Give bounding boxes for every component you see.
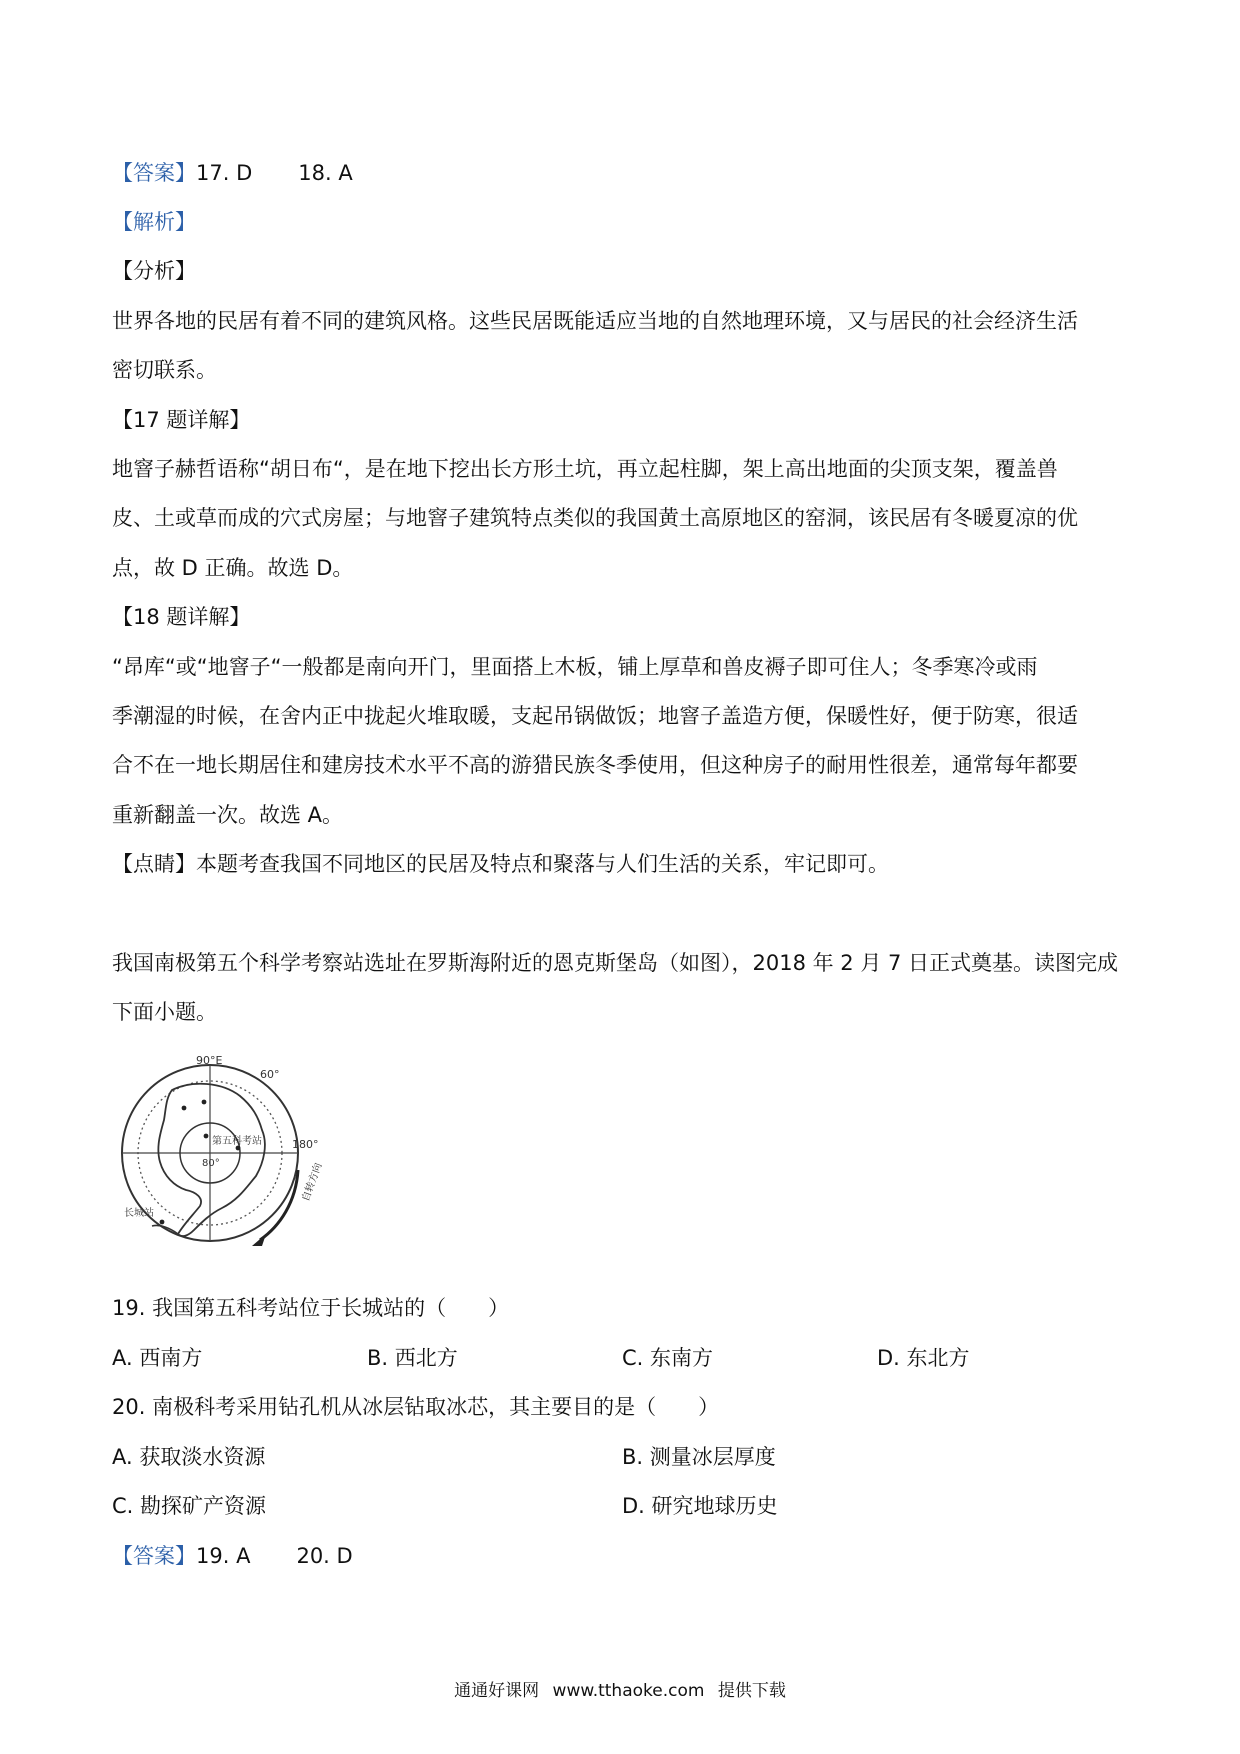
answer-line-19-20 [112,1542,1132,1570]
intro-line2: 下面小题。 [112,1000,217,1024]
label-80: 80° [202,1158,220,1169]
station-dot [204,1134,209,1139]
dianjing-line [112,850,1132,878]
q18-text-line4: 重新翻盖一次。故选 A。 [112,803,344,827]
fenxi-tag: 【分析】 [112,259,196,283]
q18-text-line3: 合不在一地长期居住和建房技术水平不高的游猎民族冬季使用，但这种房子的耐用性很差，通常每年都要 [112,753,1078,777]
q18-detail-tag: 【18 题详解】 [112,605,251,629]
answer-19: 19. A [196,1544,251,1568]
q20-option-b: B. 测量冰层厚度 [622,1445,776,1469]
intro-line1: 我国南极第五个科学考察站选址在罗斯海附近的恩克斯堡岛（如图），2018 年 2 月 7 日正式奠基。读图完成 [112,951,1119,975]
q19-option-b: B. 西北方 [367,1346,458,1370]
label-90e: 90°E [196,1054,223,1067]
q17-text-line3: 点，故 D 正确。故选 D。 [112,556,354,580]
fenxi-text-line1: 世界各地的民居有着不同的建筑风格。这些民居既能适应当地的自然地理环境，又与居民的社会经济生活 [112,309,1078,333]
q18-text-line2: 季潮湿的时候，在舍内正中拢起火堆取暖，支起吊锅做饭；地窨子盖造方便，保暖性好，便于防寒，很适 [112,704,1078,728]
station-dot [182,1106,187,1111]
q19-stem: 19. 我国第五科考站位于长城站的（ ） [112,1296,510,1320]
q20-stem: 20. 南极科考采用钻孔机从冰层钻取冰芯，其主要目的是（ ） [112,1395,720,1419]
answer-17: 17. D [196,161,253,185]
dianjing-text: 本题考查我国不同地区的民居及特点和聚落与人们生活的关系，牢记即可。 [196,852,889,876]
q20-option-a: A. 获取淡水资源 [112,1445,266,1469]
q19-option-a: A. 西南方 [112,1346,203,1370]
changcheng-station-dot [160,1220,165,1225]
page-footer [0,1676,1240,1701]
q20-option-d: D. 研究地球历史 [622,1494,778,1518]
label-fifth-station: 第五科考站 [212,1136,262,1147]
q17-detail-tag: 【17 题详解】 [112,408,251,432]
footer-url[interactable]: www.tthaoke.com [552,1681,705,1701]
q19-option-d: D. 东北方 [877,1346,970,1370]
answer-18: 18. A [298,161,353,185]
q19-option-c: C. 东南方 [622,1346,714,1370]
label-180: 180° [292,1138,319,1151]
analysis-tag: 【解析】 [112,210,196,234]
answer-20: 20. D [296,1544,353,1568]
label-rotation-direction: 自转方向 [300,1161,325,1204]
q17-text-line2: 皮、土或草而成的穴式房屋；与地窨子建筑特点类似的我国黄土高原地区的窑洞，该民居有冬暖夏凉的优 [112,506,1078,530]
antarctica-map-figure [112,1052,372,1248]
label-changcheng: 长城站 [124,1208,154,1219]
rotation-arrow [260,1170,298,1240]
footer-suffix: 提供下载 [717,1681,786,1701]
q18-text-line1: “昂库“或“地窨子“一般都是南向开门，里面搭上木板，铺上厚草和兽皮褥子即可住人；冬季寒冷或雨 [112,655,1038,679]
fenxi-text-line2: 密切联系。 [112,358,217,382]
answer-line-17-18 [112,159,1132,187]
q20-option-c: C. 勘探矿产资源 [112,1494,267,1518]
station-dot [202,1100,207,1105]
label-60: 60° [260,1068,280,1081]
answer-tag: 【答案】 [112,161,196,185]
q17-text-line1: 地窨子赫哲语称“胡日布“，是在地下挖出长方形土坑，再立起柱脚，架上高出地面的尖顶支架，覆盖兽 [112,457,1058,481]
answer-tag-2: 【答案】 [112,1544,196,1568]
rotation-arrowhead [252,1234,266,1246]
footer-site-name: 通通好课网 [454,1681,540,1701]
dianjing-tag: 【点睛】 [112,852,196,876]
